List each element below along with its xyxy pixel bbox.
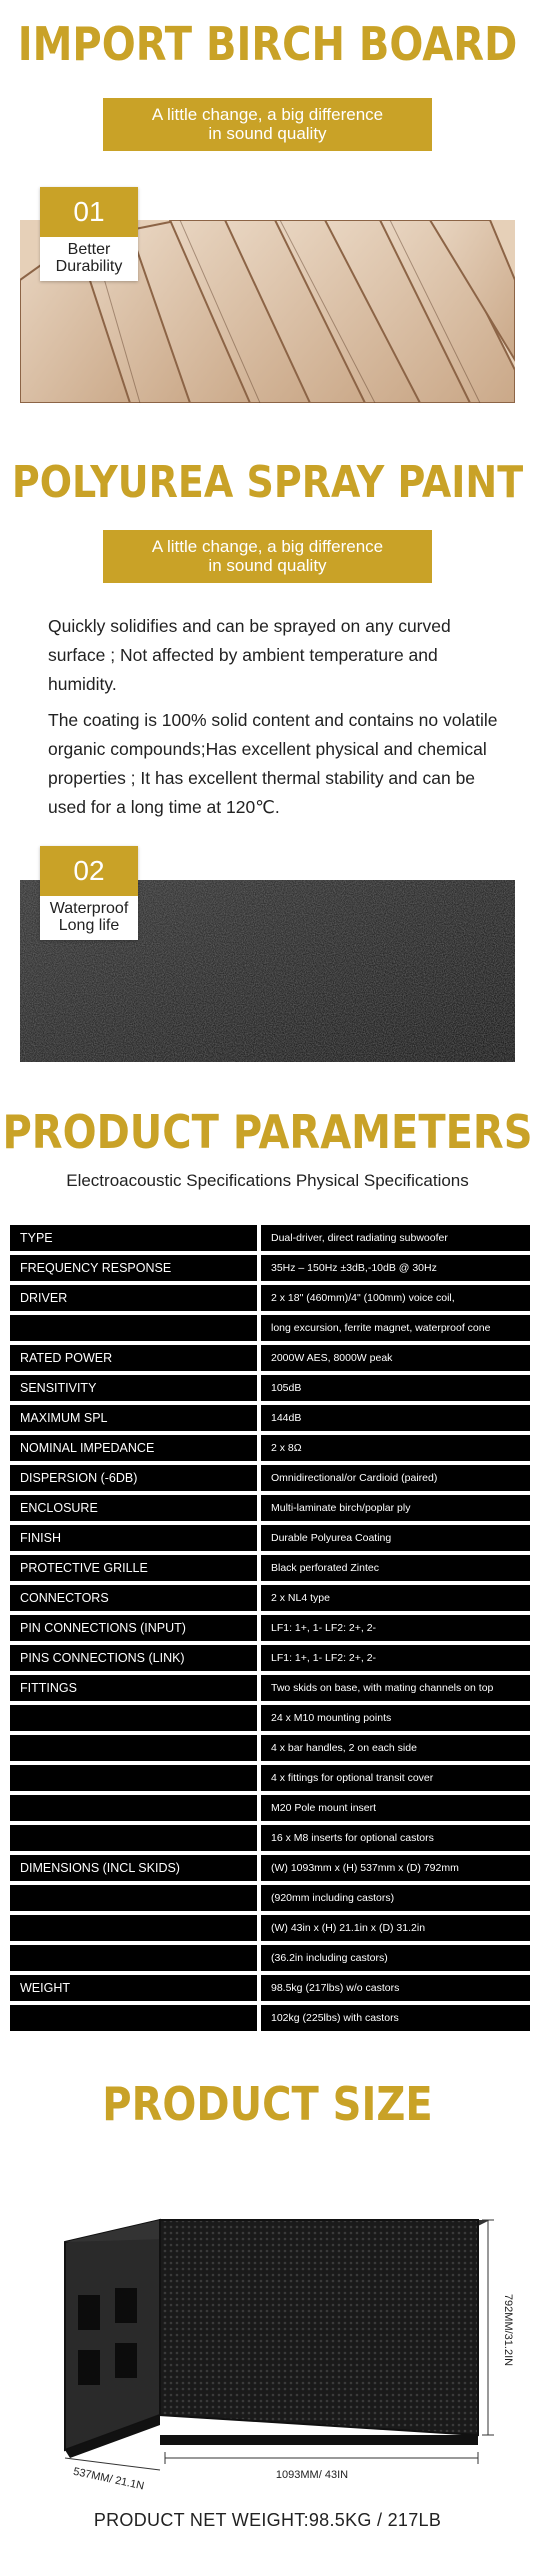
spec-row [10, 1285, 530, 1315]
spec-row [10, 1915, 530, 1945]
spec-label [10, 1705, 257, 1731]
tagline-line-1: A little change, a big difference [151, 105, 384, 124]
spec-label [10, 1945, 257, 1971]
spec-label: DISPERSION (-6DB) [10, 1465, 257, 1491]
spec-label: MAXIMUM SPL [10, 1405, 257, 1431]
spec-value: (W) 43in x (H) 21.1in x (D) 31.2in [261, 1915, 530, 1941]
spec-row [10, 1885, 530, 1915]
product-size-diagram [0, 2200, 535, 2500]
spec-label: RATED POWER [10, 1345, 257, 1371]
spec-row [10, 1255, 530, 1285]
spec-label: TYPE [10, 1225, 257, 1251]
spec-table [10, 1225, 530, 2035]
polyurea-paragraph-1: Quickly solidifies and can be sprayed on any curved surface ; Not affected by ambient temperature and humidity. [48, 616, 451, 694]
spec-row [10, 1795, 530, 1825]
spec-value: Durable Polyurea Coating [261, 1525, 530, 1551]
spec-label: NOMINAL IMPEDANCE [10, 1435, 257, 1461]
spec-value: 4 x fittings for optional transit cover [261, 1765, 530, 1791]
spec-label [10, 1915, 257, 1941]
spec-row [10, 1975, 530, 2005]
spec-value: 2 x 18" (460mm)/4" (100mm) voice coil, [261, 1285, 530, 1311]
spec-row [10, 1315, 530, 1345]
badge-text [40, 896, 138, 940]
polyurea-tagline [103, 530, 432, 583]
parameters-subtitle: Electroacoustic Specifications Physical Specifications [66, 1171, 469, 1190]
spec-label: SENSITIVITY [10, 1375, 257, 1401]
spec-value: 4 x bar handles, 2 on each side [261, 1735, 530, 1761]
product-net-weight: PRODUCT NET WEIGHT:98.5KG / 217LB [93, 2510, 442, 2530]
spec-label: FINISH [10, 1525, 257, 1551]
spec-value: 98.5kg (217lbs) w/o castors [261, 1975, 530, 2001]
polyurea-paragraph-2: The coating is 100% solid content and contains no volatile organic compounds;Has excellent physical and chemical properties ; It has excellent thermal stability and can be used for a long time at 120℃. [48, 710, 498, 817]
tagline-line-2: in sound quality [208, 556, 327, 575]
tagline-line-1: A little change, a big difference [151, 537, 384, 556]
spec-row [10, 1705, 530, 1735]
spec-row [10, 1465, 530, 1495]
spec-value: (W) 1093mm x (H) 537mm x (D) 792mm [261, 1855, 530, 1881]
tagline-line-2: in sound quality [208, 124, 327, 143]
spec-row [10, 1675, 530, 1705]
spec-row [10, 1345, 530, 1375]
spec-row [10, 1555, 530, 1585]
spec-label: PROTECTIVE GRILLE [10, 1555, 257, 1581]
spec-row [10, 1495, 530, 1525]
durability-badge [40, 187, 138, 281]
spec-value: 144dB [261, 1405, 530, 1431]
spec-label [10, 1885, 257, 1911]
spec-row [10, 1435, 530, 1465]
spec-label: FITTINGS [10, 1675, 257, 1701]
spec-row [10, 1945, 530, 1975]
spec-value: LF1: 1+, 1- LF2: 2+, 2- [261, 1615, 530, 1641]
spec-value: 102kg (225lbs) with castors [261, 2005, 530, 2031]
badge-line-2: Durability [55, 258, 123, 275]
spec-row [10, 1825, 530, 1855]
badge-number: 02 [40, 846, 138, 896]
spec-value: 105dB [261, 1375, 530, 1401]
spec-value: Omnidirectional/or Cardioid (paired) [261, 1465, 530, 1491]
spec-row [10, 1735, 530, 1765]
parameters-title: PRODUCT PARAMETERS [2, 1106, 533, 1160]
spec-value: Dual-driver, direct radiating subwoofer [261, 1225, 530, 1251]
spec-label: CONNECTORS [10, 1585, 257, 1611]
polyurea-title: POLYUREA SPRAY PAINT [11, 456, 524, 508]
spec-label [10, 1825, 257, 1851]
spec-label [10, 1765, 257, 1791]
spec-value: Multi-laminate birch/poplar ply [261, 1495, 530, 1521]
spec-value: LF1: 1+, 1- LF2: 2+, 2- [261, 1645, 530, 1671]
spec-value: 24 x M10 mounting points [261, 1705, 530, 1731]
spec-label [10, 2005, 257, 2031]
spec-label: DRIVER [10, 1285, 257, 1311]
subwoofer-image [0, 2200, 535, 2500]
waterproof-badge [40, 846, 138, 940]
spec-label: PINS CONNECTIONS (LINK) [10, 1645, 257, 1671]
spec-row [10, 1225, 530, 1255]
spec-value: (36.2in including castors) [261, 1945, 530, 1971]
spec-row [10, 1585, 530, 1615]
badge-line-1: Better [67, 241, 111, 258]
spec-row [10, 1375, 530, 1405]
spec-label: PIN CONNECTIONS (INPUT) [10, 1615, 257, 1641]
spec-row [10, 1855, 530, 1885]
dim-depth-label: 537MM/ 21.1N [72, 2465, 146, 2493]
spec-value: (920mm including castors) [261, 1885, 530, 1911]
birch-board-tagline [103, 98, 432, 151]
dim-width-label: 1093MM/ 43IN [275, 2469, 349, 2481]
spec-value: 35Hz – 150Hz ±3dB,-10dB @ 30Hz [261, 1255, 530, 1281]
dim-height-label: 792MM/31.2IN [502, 2293, 514, 2367]
badge-line-1: Waterproof [49, 900, 129, 917]
spec-label: DIMENSIONS (INCL SKIDS) [10, 1855, 257, 1881]
spec-value: 2 x 8Ω [261, 1435, 530, 1461]
product-size-title: PRODUCT SIZE [102, 2078, 433, 2132]
spec-label [10, 1315, 257, 1341]
spec-value: long excursion, ferrite magnet, waterproof cone [261, 1315, 530, 1341]
spec-row [10, 1615, 530, 1645]
spec-value: M20 Pole mount insert [261, 1795, 530, 1821]
spec-value: 2 x NL4 type [261, 1585, 530, 1611]
badge-line-2: Long life [58, 917, 120, 934]
spec-row [10, 2005, 530, 2035]
spec-value: Two skids on base, with mating channels on top [261, 1675, 530, 1701]
spec-row [10, 1525, 530, 1555]
spec-value: Black perforated Zintec [261, 1555, 530, 1581]
spec-value: 16 x M8 inserts for optional castors [261, 1825, 530, 1851]
spec-row [10, 1765, 530, 1795]
spec-label: WEIGHT [10, 1975, 257, 2001]
spec-label [10, 1795, 257, 1821]
spec-value: 2000W AES, 8000W peak [261, 1345, 530, 1371]
birch-board-title: IMPORT BIRCH BOARD [17, 18, 518, 72]
badge-text [40, 237, 138, 281]
badge-number: 01 [40, 187, 138, 237]
spec-row [10, 1645, 530, 1675]
spec-label: ENCLOSURE [10, 1495, 257, 1521]
spec-label: FREQUENCY RESPONSE [10, 1255, 257, 1281]
spec-row [10, 1405, 530, 1435]
spec-label [10, 1735, 257, 1761]
